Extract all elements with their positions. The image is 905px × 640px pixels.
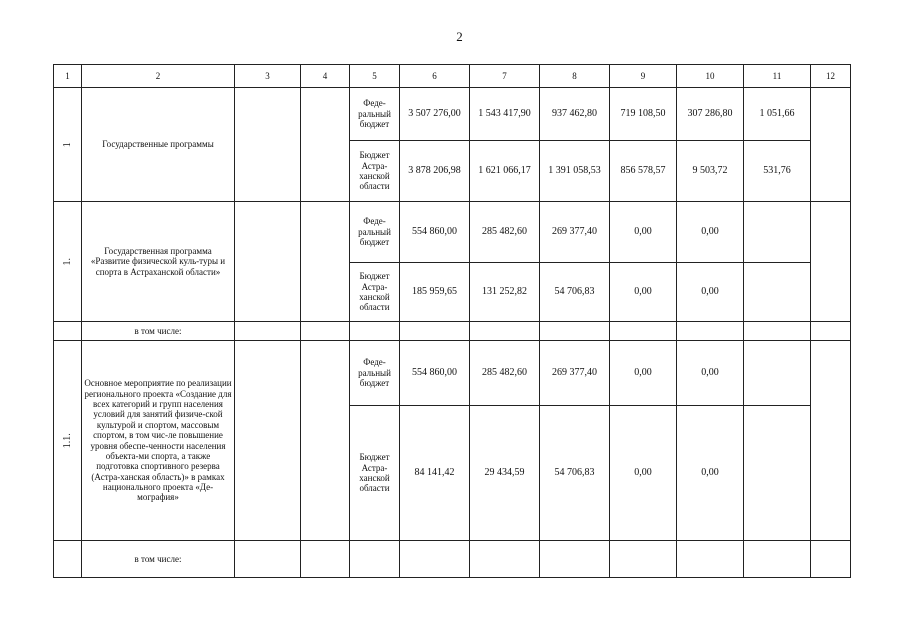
empty-cell (811, 322, 851, 341)
amount-cell: 554 860,00 (400, 341, 470, 406)
funding-source: Феде-ральный бюджет (350, 88, 400, 141)
amount-cell: 531,76 (744, 141, 811, 202)
amount-cell: 937 462,80 (540, 88, 610, 141)
amount-cell: 554 860,00 (400, 202, 470, 263)
empty-cell (400, 541, 470, 578)
row-index: 1 (61, 142, 73, 147)
amount-cell: 54 706,83 (540, 263, 610, 322)
program-name: Государственные программы (82, 88, 235, 202)
empty-cell (610, 541, 677, 578)
amount-cell: 307 286,80 (677, 88, 744, 141)
amount-cell: 29 434,59 (470, 406, 540, 541)
empty-cell (470, 322, 540, 341)
empty-cell (744, 322, 811, 341)
amount-cell: 269 377,40 (540, 341, 610, 406)
row-index: 1.1. (61, 433, 73, 448)
empty-cell (811, 202, 851, 322)
amount-cell: 0,00 (677, 263, 744, 322)
amount-cell: 84 141,42 (400, 406, 470, 541)
amount-cell: 285 482,60 (470, 341, 540, 406)
amount-cell: 1 621 066,17 (470, 141, 540, 202)
funding-source: Бюджет Астра-ханской области (350, 141, 400, 202)
column-header: 12 (811, 65, 851, 88)
empty-cell (235, 202, 301, 322)
column-header: 10 (677, 65, 744, 88)
amount-cell (744, 406, 811, 541)
empty-cell (811, 541, 851, 578)
amount-cell: 3 878 206,98 (400, 141, 470, 202)
amount-cell (744, 341, 811, 406)
empty-cell (470, 541, 540, 578)
program-name: Основное мероприятие по реализации регионального проекта «Создание для всех категорий и групп населения условий для занятий физиче-ской культурой и спортом, массовым спортом, в том чис-ле повышение уровня обеспе-ченности населения объекта-ми спорта, а также подготовка спортивного резерва (Астра-ханская область)» в рамках национального проекта «Де-мография» (82, 341, 235, 541)
empty-cell (811, 88, 851, 202)
empty-cell (301, 88, 350, 202)
funding-source: Бюджет Астра-ханской области (350, 263, 400, 322)
amount-cell: 54 706,83 (540, 406, 610, 541)
empty-cell (677, 322, 744, 341)
amount-cell: 856 578,57 (610, 141, 677, 202)
amount-cell: 285 482,60 (470, 202, 540, 263)
subheader-label: в том числе: (82, 322, 235, 341)
amount-cell: 185 959,65 (400, 263, 470, 322)
column-header: 9 (610, 65, 677, 88)
column-header: 1 (54, 65, 82, 88)
column-header: 2 (82, 65, 235, 88)
column-header: 4 (301, 65, 350, 88)
row-index-cell (54, 88, 82, 202)
empty-cell (54, 322, 82, 341)
empty-cell (235, 341, 301, 541)
amount-cell: 0,00 (610, 406, 677, 541)
row-index-cell (54, 202, 82, 322)
column-header: 8 (540, 65, 610, 88)
empty-cell (540, 322, 610, 341)
empty-cell (677, 541, 744, 578)
column-header: 5 (350, 65, 400, 88)
amount-cell: 0,00 (677, 406, 744, 541)
column-header: 6 (400, 65, 470, 88)
empty-cell (540, 541, 610, 578)
empty-cell (54, 541, 82, 578)
empty-cell (400, 322, 470, 341)
column-header: 3 (235, 65, 301, 88)
empty-cell (301, 202, 350, 322)
column-header: 11 (744, 65, 811, 88)
amount-cell: 0,00 (677, 202, 744, 263)
empty-cell (235, 322, 301, 341)
table-row (54, 322, 851, 341)
empty-cell (610, 322, 677, 341)
empty-cell (350, 541, 400, 578)
amount-cell: 269 377,40 (540, 202, 610, 263)
amount-cell: 0,00 (610, 202, 677, 263)
table-row (54, 341, 851, 406)
amount-cell: 131 252,82 (470, 263, 540, 322)
amount-cell: 1 543 417,90 (470, 88, 540, 141)
amount-cell: 1 391 058,53 (540, 141, 610, 202)
empty-cell (811, 341, 851, 541)
funding-source: Феде-ральный бюджет (350, 202, 400, 263)
funding-source: Феде-ральный бюджет (350, 341, 400, 406)
budget-table (53, 64, 851, 578)
amount-cell: 1 051,66 (744, 88, 811, 141)
row-index: 1. (61, 257, 73, 266)
page-number: 2 (456, 29, 463, 44)
funding-source: Бюджет Астра-ханской области (350, 406, 400, 541)
amount-cell: 0,00 (610, 341, 677, 406)
subheader-label: в том числе: (82, 541, 235, 578)
row-index-cell (54, 341, 82, 541)
amount-cell: 9 503,72 (677, 141, 744, 202)
column-number-row (54, 65, 851, 88)
empty-cell (235, 541, 301, 578)
amount-cell: 0,00 (677, 341, 744, 406)
amount-cell (744, 202, 811, 263)
table-row (54, 541, 851, 578)
empty-cell (301, 322, 350, 341)
column-header: 7 (470, 65, 540, 88)
amount-cell (744, 263, 811, 322)
program-name: Государственная программа «Развитие физической куль-туры и спорта в Астраханской области» (82, 202, 235, 322)
empty-cell (350, 322, 400, 341)
amount-cell: 0,00 (610, 263, 677, 322)
amount-cell: 3 507 276,00 (400, 88, 470, 141)
table-row (54, 202, 851, 263)
empty-cell (301, 541, 350, 578)
empty-cell (301, 341, 350, 541)
empty-cell (744, 541, 811, 578)
empty-cell (235, 88, 301, 202)
table-row (54, 88, 851, 141)
amount-cell: 719 108,50 (610, 88, 677, 141)
